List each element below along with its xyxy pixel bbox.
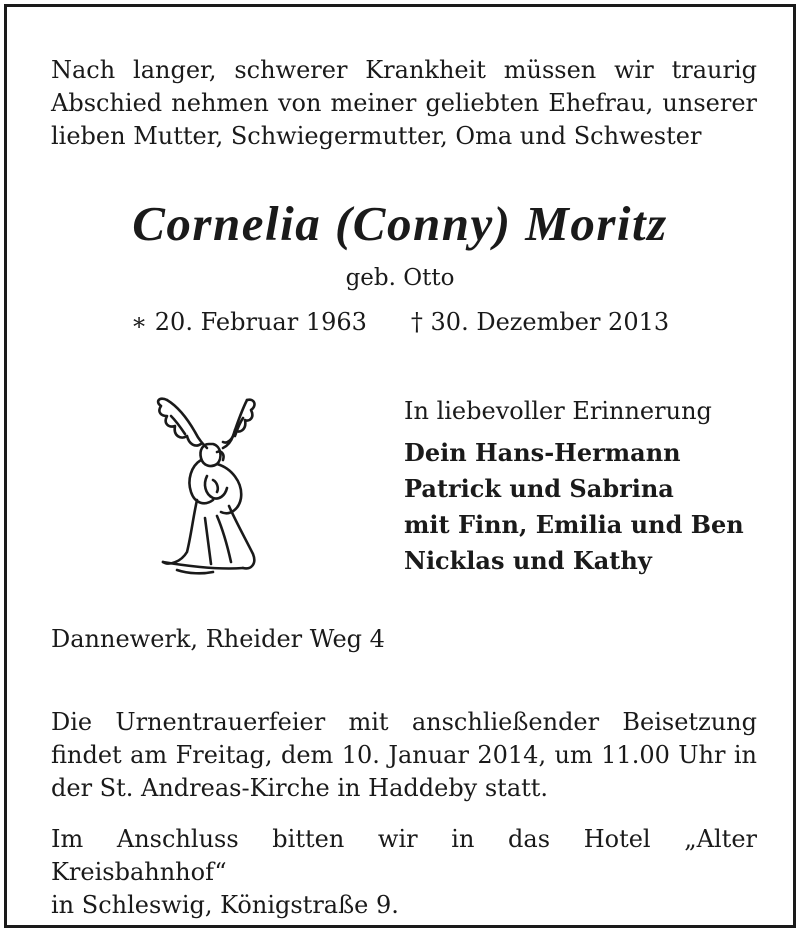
ceremony-line: findet am Freitag, dem 10. Januar 2014, um 11.00 Uhr in [51, 741, 757, 769]
ceremony-text [51, 706, 757, 805]
family-member: Dein Hans-Hermann [404, 438, 681, 467]
memory-heading: In liebevoller Erinnerung [404, 397, 712, 425]
ceremony-line: der St. Andreas-Kirche in Haddeby statt. [51, 774, 549, 802]
family-list [404, 435, 744, 579]
life-dates [7, 308, 793, 336]
family-member: mit Finn, Emilia und Ben [404, 510, 744, 539]
ceremony-line: Die Urnentrauerfeier mit anschließender Beisetzung [51, 708, 757, 736]
obituary-notice [4, 4, 796, 928]
birth-name: geb. Otto [345, 265, 455, 291]
reception-line: Im Anschluss bitten wir in das Hotel „Alter Kreisbahnhof“ [51, 825, 757, 886]
family-member: Patrick und Sabrina [404, 474, 674, 503]
angel-icon [147, 388, 265, 578]
death-date: † 30. Dezember 2013 [410, 308, 670, 336]
birth-date: ∗ 20. Februar 1963 [130, 308, 367, 336]
intro-line: lieben Mutter, Schwiegermutter, Oma und Schwester [51, 122, 702, 150]
address: Dannewerk, Rheider Weg 4 [51, 625, 385, 653]
deceased-name: Cornelia (Conny) Moritz [132, 196, 668, 251]
intro-line: Nach langer, schwerer Krankheit müssen wir traurig [51, 56, 757, 84]
intro-line: Abschied nehmen von meiner geliebten Ehefrau, unserer [51, 89, 757, 117]
reception-text [51, 823, 757, 922]
reception-line: in Schleswig, Königstraße 9. [51, 891, 399, 919]
family-member: Nicklas und Kathy [404, 546, 652, 575]
intro-text [51, 54, 757, 153]
